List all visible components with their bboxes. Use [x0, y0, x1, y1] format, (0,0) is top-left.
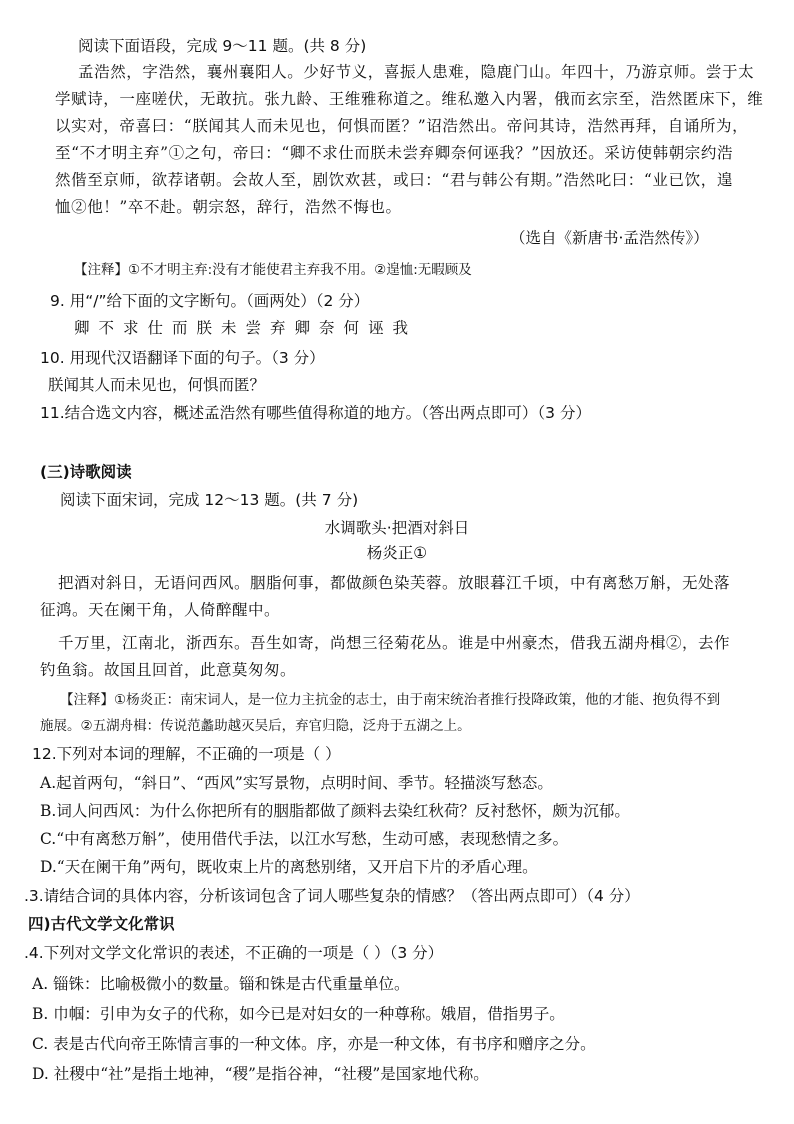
question-12-option-c: C.“中有离愁万斛”，使用借代手法，以江水写愁，生动可感，表现愁情之多。: [40, 830, 569, 848]
passage-note: 【注释】①不才明主弃:没有才能使君主弃我不用。②遑恤:无暇顾及: [74, 262, 472, 278]
passage-line-1: 孟浩然，字浩然，襄州襄阳人。少好节义，喜振人患难，隐鹿门山。年四十，乃游京师。尝于太: [78, 63, 755, 81]
poem-title: 水调歌头·把酒对斜日: [324, 519, 470, 537]
question-12-option-d: D.“天在阑干角”两句，既收束上片的离愁别绪，又开启下片的矛盾心理。: [40, 858, 538, 876]
poem-line-1: 把酒对斜日，无语问西风。胭脂何事，都做颜色染芙蓉。放眼暮江千顷，中有离愁万斛，无处落: [58, 574, 731, 592]
question-9-label: 9. 用“/”给下面的文字断句。（画两处）（2 分）: [50, 292, 370, 310]
question-14-option-d: D. 社稷中“社”是指土地神，“稷”是指谷神，“社稷”是国家地代称。: [32, 1065, 489, 1083]
passage-line-2: 学赋诗，一座嗟伏，无敢抗。张九龄、王维雅称道之。维私邀入内署，俄而玄宗至，浩然匿床下，维: [55, 90, 764, 108]
passage-line-5: 然偕至京师，欲荐诸朝。会故人至，剧饮欢甚，或曰：“君与韩公有期。”浩然叱曰：“业已饮，遑: [55, 171, 733, 189]
question-12-option-a: A.起首两句，“斜日”、“西风”实写景物，点明时间、季节。轻描淡写愁态。: [40, 774, 553, 792]
section-4-heading: 四)古代文学文化常识: [28, 915, 175, 933]
section-3-heading: (三)诗歌阅读: [40, 463, 132, 481]
question-11-label: 11.结合选文内容，概述孟浩然有哪些值得称道的地方。（答出两点即可）（3 分）: [40, 404, 591, 422]
poem-note-line-2: 施展。②五湖舟楫：传说范蠡助越灭吴后，弃官归隐，泛舟于五湖之上。: [40, 718, 471, 734]
passage-line-3: 以实对，帝喜曰：“朕闻其人而未见也，何惧而匿？”诏浩然出。帝问其诗，浩然再拜，自诵所为，: [55, 117, 749, 135]
question-13-label: .3.请结合词的具体内容，分析该词包含了词人哪些复杂的情感？（答出两点即可）（4 分）: [24, 887, 640, 905]
passage-line-6: 恤②他！”卒不赴。朝宗怒，辞行，浩然不悔也。: [55, 198, 402, 216]
passage-intro: 阅读下面语段，完成 9～11 题。(共 8 分): [78, 37, 367, 55]
question-12-label: 12.下列对本词的理解，不正确的一项是（ ）: [32, 745, 341, 763]
question-9-text: 卿不求仕而朕未尝弃卿奈何诬我: [74, 319, 418, 337]
question-14-label: .4.下列对文学文化常识的表述，不正确的一项是（ ）（3 分）: [24, 944, 444, 962]
poem-author: 杨炎正①: [366, 544, 428, 562]
question-12-option-b: B.词人问西风：为什么你把所有的胭脂都做了颜料去染红秋荷？反衬愁怀，颇为沉郁。: [40, 802, 630, 820]
section-3-intro: 阅读下面宋词，完成 12～13 题。(共 7 分): [60, 491, 359, 509]
poem-note-line-1: 【注释】①杨炎正：南宋词人，是一位力主抗金的志士，由于南宋统治者推行投降政策，他的才能、抱负得不到: [60, 692, 721, 708]
poem-line-3: 千万里，江南北，浙西东。吾生如寄，尚想三径菊花丛。谁是中州豪杰，借我五湖舟楫②，去作: [58, 634, 731, 652]
question-10-label: 10. 用现代汉语翻译下面的句子。（3 分）: [40, 349, 325, 367]
passage-line-4: 至“不才明主弃”①之句，帝曰：“卿不求仕而朕未尝弃卿奈何诬我？”因放还。采访使韩朝宗约浩: [55, 144, 734, 162]
poem-line-2: 征鸿。天在阑干角，人倚醉醒中。: [40, 601, 281, 619]
question-14-option-c: C. 表是古代向帝王陈情言事的一种文体。序，亦是一种文体，有书序和赠序之分。: [32, 1035, 596, 1053]
passage-source: （选自《新唐书·孟浩然传》）: [510, 229, 709, 247]
question-14-option-a: A. 锱铢：比喻极微小的数量。锱和铢是古代重量单位。: [32, 975, 410, 993]
question-14-option-b: B. 巾帼：引申为女子的代称，如今已是对妇女的一种尊称。娥眉，借指男子。: [32, 1005, 565, 1023]
question-10-text: 朕闻其人而未见也，何惧而匿？: [48, 376, 266, 394]
poem-line-4: 钓鱼翁。故国且回首，此意莫匆匆。: [40, 661, 297, 679]
